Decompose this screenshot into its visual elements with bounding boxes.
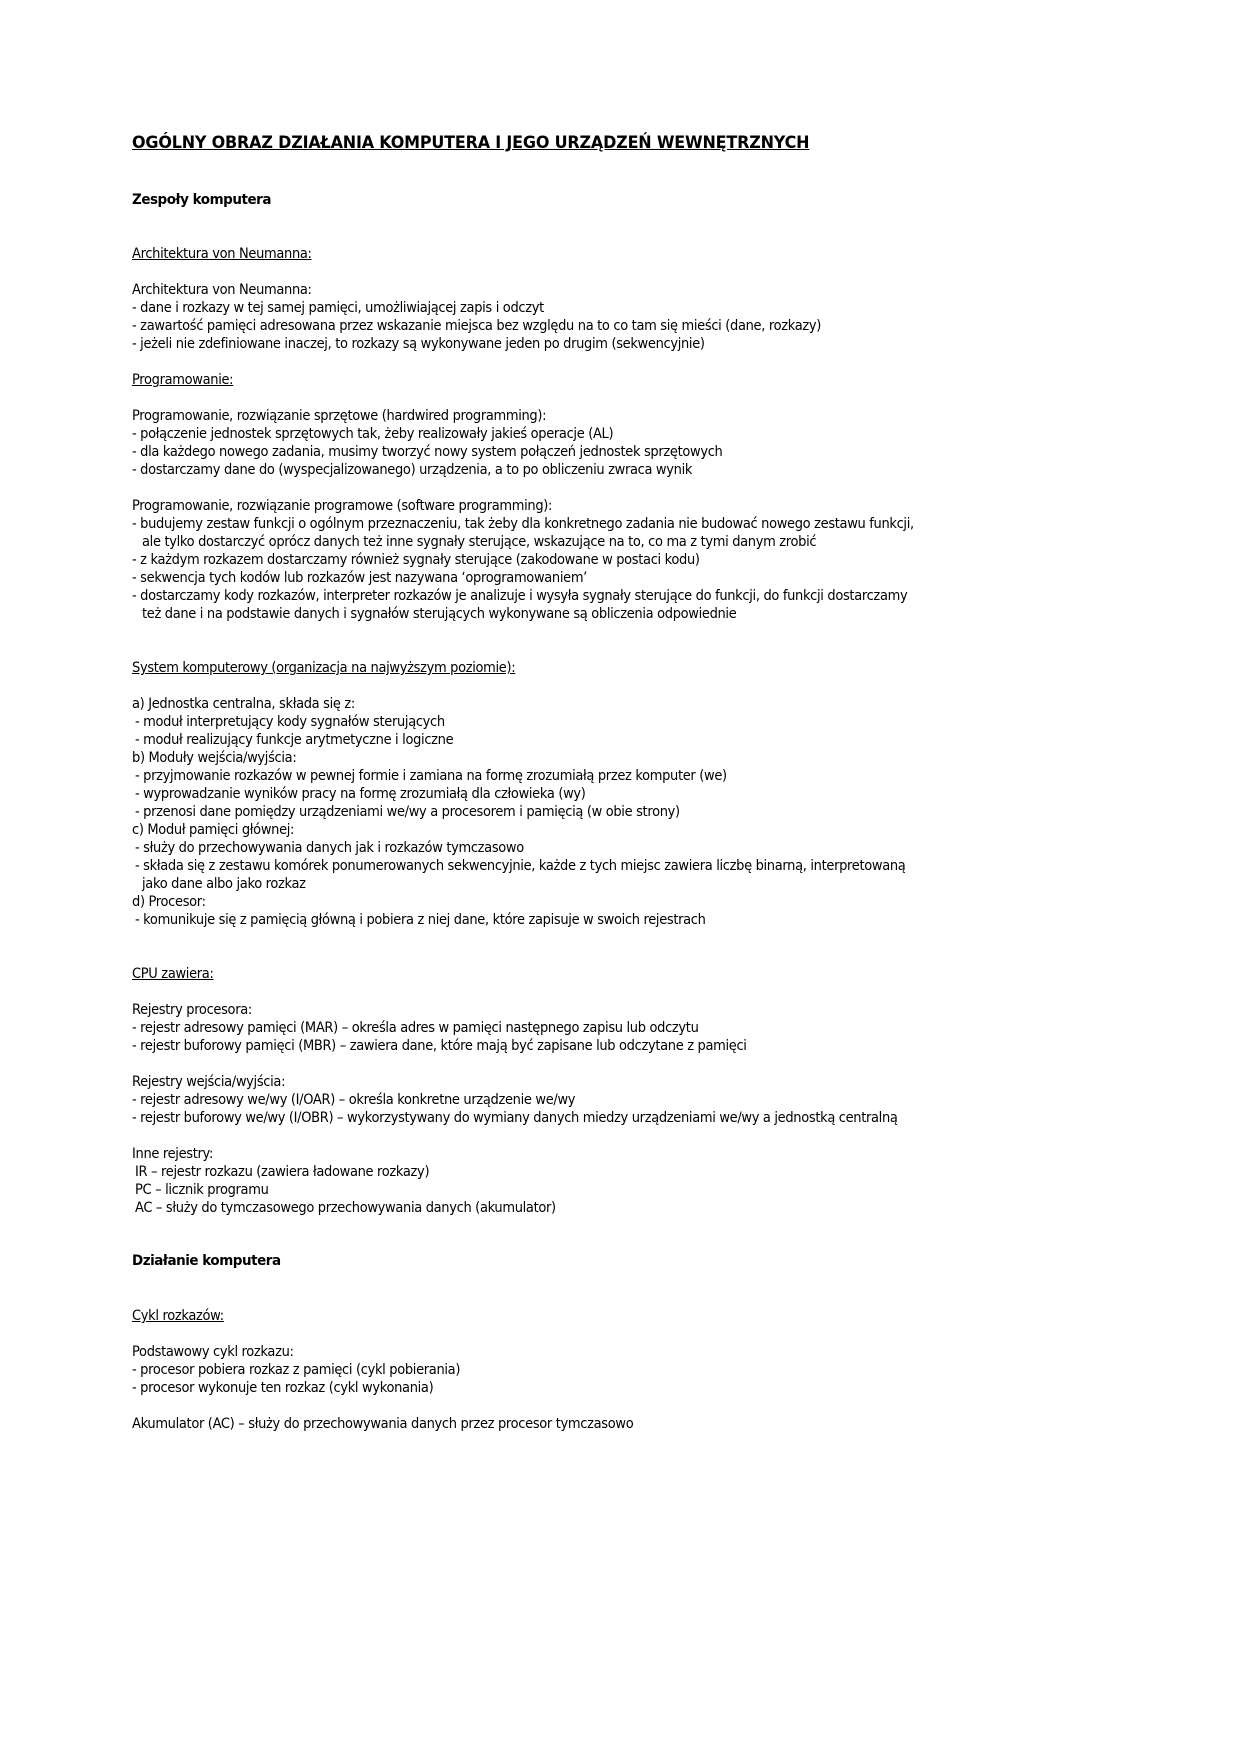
section-heading-zespoly: Zespoły komputera [132,192,271,208]
subsection-heading-cykl-rozkazow: Cykl rozkazów: [132,1308,224,1324]
list-item: - dostarczamy dane do (wyspecjalizowanego) urządzenia, a to po obliczeniu zwraca wynik [132,462,693,478]
list-item: - budujemy zestaw funkcji o ogólnym przeznaczeniu, tak żeby dla konkretnego zadania nie budować nowego zestawu funkcji, [132,516,914,532]
list-item: - z każdym rozkazem dostarczamy również sygnały sterujące (zakodowane w postaci kodu) [132,552,700,568]
list-item: IR – rejestr rozkazu (zawiera ładowane rozkazy) [135,1164,430,1180]
list-item: - rejestr buforowy pamięci (MBR) – zawiera dane, które mają być zapisane lub odczytane z pamięci [132,1038,747,1054]
list-item: - dane i rozkazy w tej samej pamięci, umożliwiającej zapis i odczyt [132,300,544,316]
block-lead: Architektura von Neumanna: [132,282,312,298]
block-lead: Rejestry wejścia/wyjścia: [132,1074,286,1090]
list-item: - procesor wykonuje ten rozkaz (cykl wykonania) [132,1380,434,1396]
list-item: - sekwencja tych kodów lub rozkazów jest nazywana ‘oprogramowaniem’ [132,570,588,586]
list-item: - wyprowadzanie wyników pracy na formę zrozumiałą dla człowieka (wy) [135,786,586,802]
block-lead: Podstawowy cykl rozkazu: [132,1344,294,1360]
list-group-label: c) Moduł pamięci głównej: [132,822,295,838]
block-lead: Programowanie, rozwiązanie sprzętowe (hardwired programming): [132,408,547,424]
list-group-label: d) Procesor: [132,894,206,910]
section-heading-dzialanie: Działanie komputera [132,1253,281,1269]
list-item: - przenosi dane pomiędzy urządzeniami we/wy a procesorem i pamięcią (w obie strony) [135,804,680,820]
list-item: - moduł interpretujący kody sygnałów sterujących [135,714,445,730]
list-item: - komunikuje się z pamięcią główną i pobiera z niej dane, które zapisuje w swoich rejestrach [135,912,706,928]
list-item: - procesor pobiera rozkaz z pamięci (cykl pobierania) [132,1362,461,1378]
list-item: - służy do przechowywania danych jak i rozkazów tymczasowo [135,840,524,856]
list-item-continuation: też dane i na podstawie danych i sygnałów sterujących wykonywane są obliczenia odpowiednie [142,606,737,622]
list-item: - rejestr adresowy pamięci (MAR) – określa adres w pamięci następnego zapisu lub odczytu [132,1020,699,1036]
list-item: - rejestr buforowy we/wy (I/OBR) – wykorzystywany do wymiany danych miedzy urządzeniami we/wy a jednostką centralną [132,1110,898,1126]
list-item-continuation: ale tylko dostarczyć oprócz danych też inne sygnały sterujące, wskazujące na to, co ma z tymi danym zrobić [142,534,817,550]
list-group-label: b) Moduły wejścia/wyjścia: [132,750,297,766]
subsection-heading-programowanie: Programowanie: [132,372,234,388]
list-item: - rejestr adresowy we/wy (I/OAR) – określa konkretne urządzenie we/wy [132,1092,576,1108]
list-item-continuation: jako dane albo jako rozkaz [142,876,306,892]
list-item: - przyjmowanie rozkazów w pewnej formie i zamiana na formę zrozumiałą przez komputer (we) [135,768,727,784]
list-item: - dostarczamy kody rozkazów, interpreter rozkazów je analizuje i wysyła sygnały sterujące do funkcji, do funkcji dostarczamy [132,588,908,604]
list-item: PC – licznik programu [135,1182,269,1198]
subsection-heading-system-komputerowy: System komputerowy (organizacja na najwyższym poziomie): [132,660,516,676]
list-item: - połączenie jednostek sprzętowych tak, żeby realizowały jakieś operacje (AL) [132,426,614,442]
document-title: OGÓLNY OBRAZ DZIAŁANIA KOMPUTERA I JEGO URZĄDZEŃ WEWNĘTRZNYCH [132,133,810,153]
list-item: AC – służy do tymczasowego przechowywania danych (akumulator) [135,1200,556,1216]
subsection-heading-von-neumann: Architektura von Neumanna: [132,246,312,262]
block-lead: Rejestry procesora: [132,1002,252,1018]
list-item: - jeżeli nie zdefiniowane inaczej, to rozkazy są wykonywane jeden po drugim (sekwencyjnie) [132,336,705,352]
block-lead: Akumulator (AC) – służy do przechowywania danych przez procesor tymczasowo [132,1416,634,1432]
list-group-label: a) Jednostka centralna, składa się z: [132,696,355,712]
list-item: - dla każdego nowego zadania, musimy tworzyć nowy system połączeń jednostek sprzętowych [132,444,723,460]
list-item: - moduł realizujący funkcje arytmetyczne i logiczne [135,732,454,748]
block-lead: Inne rejestry: [132,1146,214,1162]
subsection-heading-cpu-zawiera: CPU zawiera: [132,966,214,982]
block-lead: Programowanie, rozwiązanie programowe (software programming): [132,498,553,514]
list-item: - składa się z zestawu komórek ponumerowanych sekwencyjnie, każde z tych miejsc zawiera liczbę binarną, interpretowaną [135,858,906,874]
list-item: - zawartość pamięci adresowana przez wskazanie miejsca bez względu na to co tam się mieści (dane, rozkazy) [132,318,822,334]
